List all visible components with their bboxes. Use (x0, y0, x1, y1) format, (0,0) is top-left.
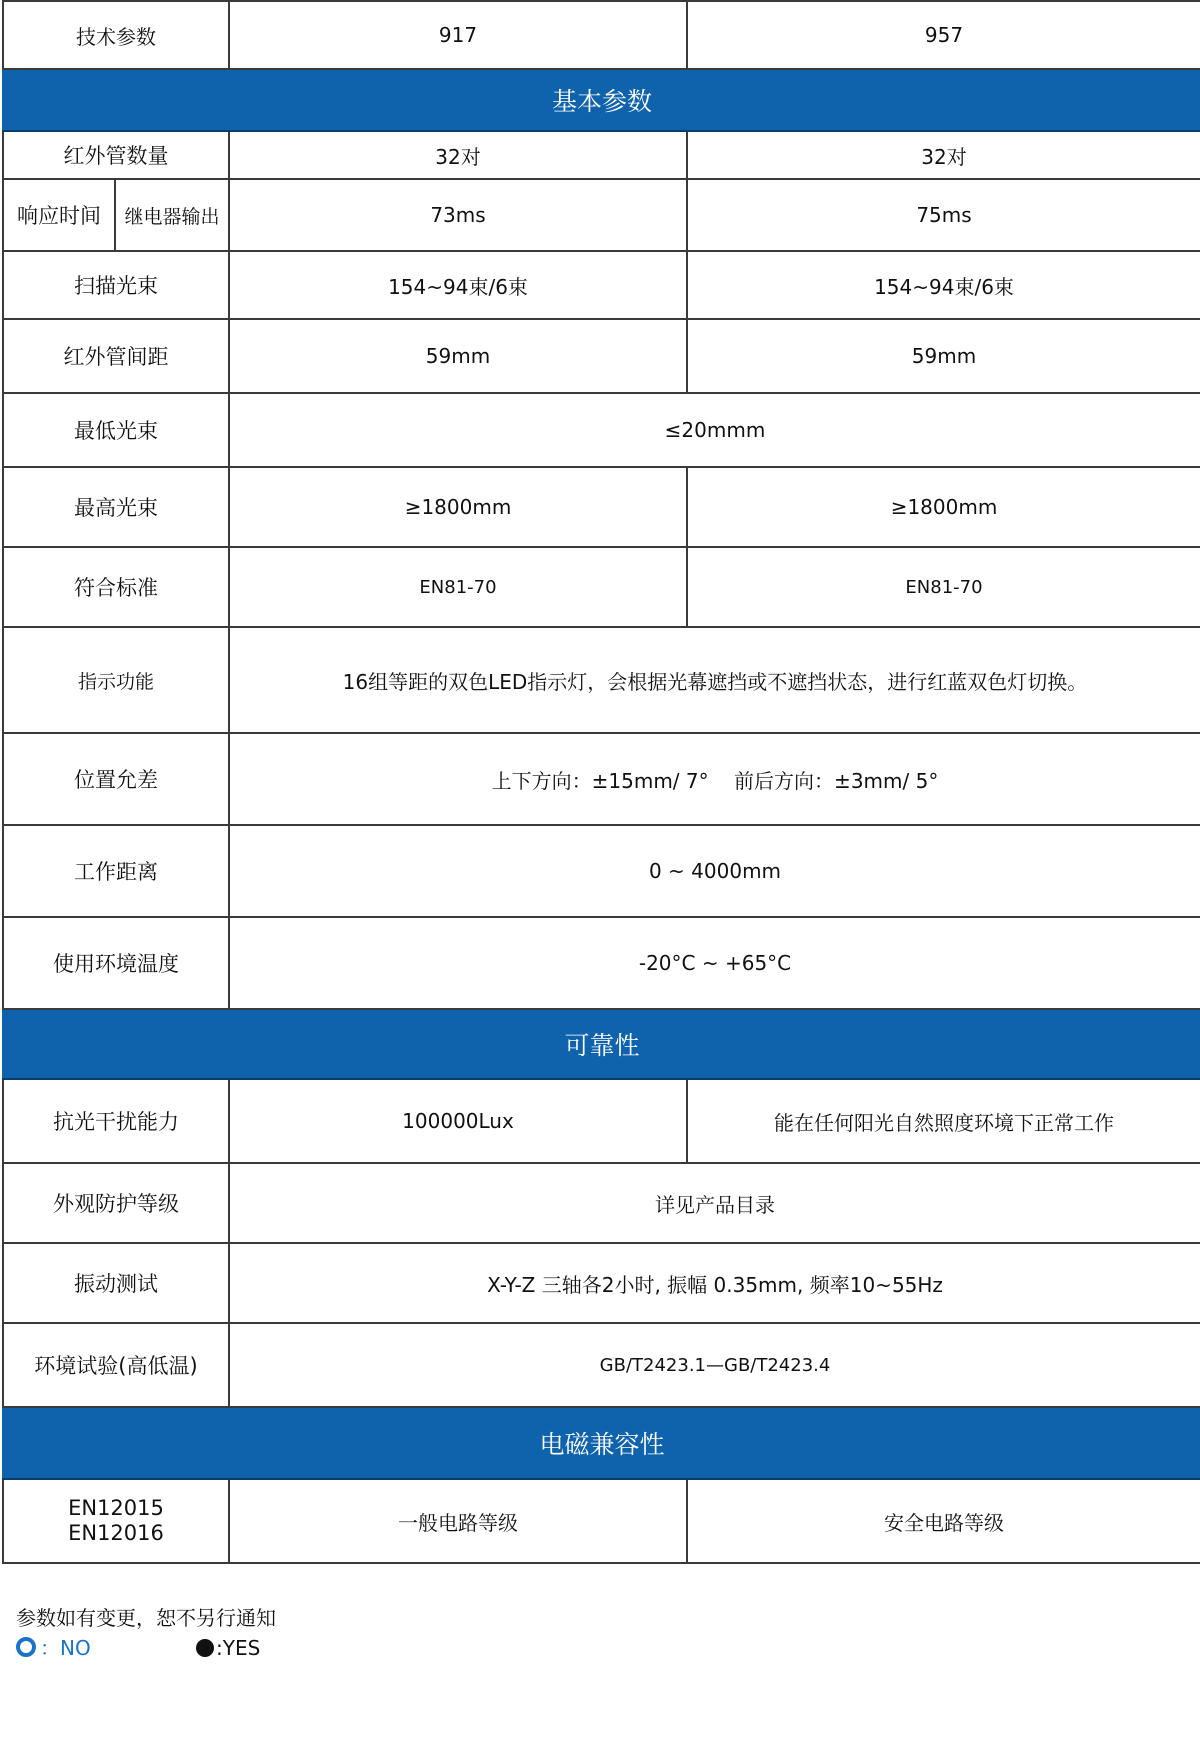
filled-circle-icon (196, 1639, 214, 1657)
row-value-957: 59mm (687, 319, 1200, 393)
header-row (3, 1, 1200, 69)
legend-yes (196, 1633, 260, 1663)
row-label: 外观防护等级 (3, 1163, 229, 1243)
open-circle-icon (16, 1637, 36, 1657)
row-value-917: ≥1800mm (229, 467, 687, 547)
row-value-description: 能在任何阳光自然照度环境下正常工作 (687, 1079, 1200, 1163)
row-label: 符合标准 (3, 547, 229, 627)
row-value: X-Y-Z 三轴各2小时, 振幅 0.35mm, 频率10~55Hz (229, 1243, 1200, 1323)
table-row (3, 1479, 1200, 1563)
row-label: 指示功能 (3, 627, 229, 733)
section-title-reliability: 可靠性 (3, 1009, 1200, 1079)
row-label: 响应时间 (3, 179, 115, 251)
row-value: 详见产品目录 (229, 1163, 1200, 1243)
row-label: 抗光干扰能力 (3, 1079, 229, 1163)
row-value-957: ≥1800mm (687, 467, 1200, 547)
row-value-general-circuit: 一般电路等级 (229, 1479, 687, 1563)
row-label: 扫描光束 (3, 251, 229, 319)
row-value-957: EN81-70 (687, 547, 1200, 627)
row-value: 16组等距的双色LED指示灯，会根据光幕遮挡或不遮挡状态，进行红蓝双色灯切换。 (229, 627, 1200, 733)
row-label: 环境试验(高低温) (3, 1323, 229, 1407)
table-row (3, 1243, 1200, 1323)
table-row (3, 131, 1200, 179)
section-band-basic (3, 69, 1200, 131)
legend-no (16, 1633, 91, 1663)
change-notice: 参数如有变更，恕不另行通知 (16, 1606, 276, 1630)
row-value-917: EN81-70 (229, 547, 687, 627)
table-row (3, 627, 1200, 733)
row-label: 红外管间距 (3, 319, 229, 393)
table-row (3, 467, 1200, 547)
legend-yes-label: :YES (216, 1636, 261, 1660)
table-row (3, 547, 1200, 627)
spec-table (2, 0, 1200, 1564)
table-row (3, 319, 1200, 393)
section-band-reliability (3, 1009, 1200, 1079)
standard-en12015: EN12015 (68, 1496, 164, 1520)
legend (16, 1633, 276, 1663)
row-label: 位置允差 (3, 733, 229, 825)
row-sublabel: 继电器输出 (115, 179, 229, 251)
table-row (3, 825, 1200, 917)
row-value-957: 32对 (687, 131, 1200, 179)
row-value-safety-circuit: 安全电路等级 (687, 1479, 1200, 1563)
table-row (3, 1323, 1200, 1407)
row-label: 最低光束 (3, 393, 229, 467)
row-value: ≤20mmm (229, 393, 1200, 467)
header-model-917: 917 (229, 1, 687, 69)
spec-sheet (2, 0, 1200, 1564)
row-value-917: 73ms (229, 179, 687, 251)
row-value-957: 75ms (687, 179, 1200, 251)
table-row (3, 393, 1200, 467)
table-row (3, 251, 1200, 319)
row-value-lux: 100000Lux (229, 1079, 687, 1163)
row-label: 使用环境温度 (3, 917, 229, 1009)
section-title-emc: 电磁兼容性 (3, 1407, 1200, 1479)
row-value-917: 154~94束/6束 (229, 251, 687, 319)
row-value: 0 ~ 4000mm (229, 825, 1200, 917)
row-value: 上下方向：±15mm/ 7° 前后方向：±3mm/ 5° (229, 733, 1200, 825)
table-row (3, 733, 1200, 825)
legend-no-label: ：NO (40, 1636, 91, 1660)
table-row (3, 917, 1200, 1009)
table-row (3, 1079, 1200, 1163)
row-label: 振动测试 (3, 1243, 229, 1323)
header-model-957: 957 (687, 1, 1200, 69)
row-label: 最高光束 (3, 467, 229, 547)
section-title-basic: 基本参数 (3, 69, 1200, 131)
row-value-917: 59mm (229, 319, 687, 393)
row-value: -20°C ~ +65°C (229, 917, 1200, 1009)
row-value-957: 154~94束/6束 (687, 251, 1200, 319)
row-value-917: 32对 (229, 131, 687, 179)
standard-en12016: EN12016 (68, 1521, 164, 1545)
table-row (3, 1163, 1200, 1243)
footer (16, 1603, 276, 1663)
header-label: 技术参数 (3, 1, 229, 69)
table-row (3, 179, 1200, 251)
row-label: 红外管数量 (3, 131, 229, 179)
section-band-emc (3, 1407, 1200, 1479)
row-label: 工作距离 (3, 825, 229, 917)
row-value: GB/T2423.1—GB/T2423.4 (229, 1323, 1200, 1407)
row-label-standards (3, 1479, 229, 1563)
